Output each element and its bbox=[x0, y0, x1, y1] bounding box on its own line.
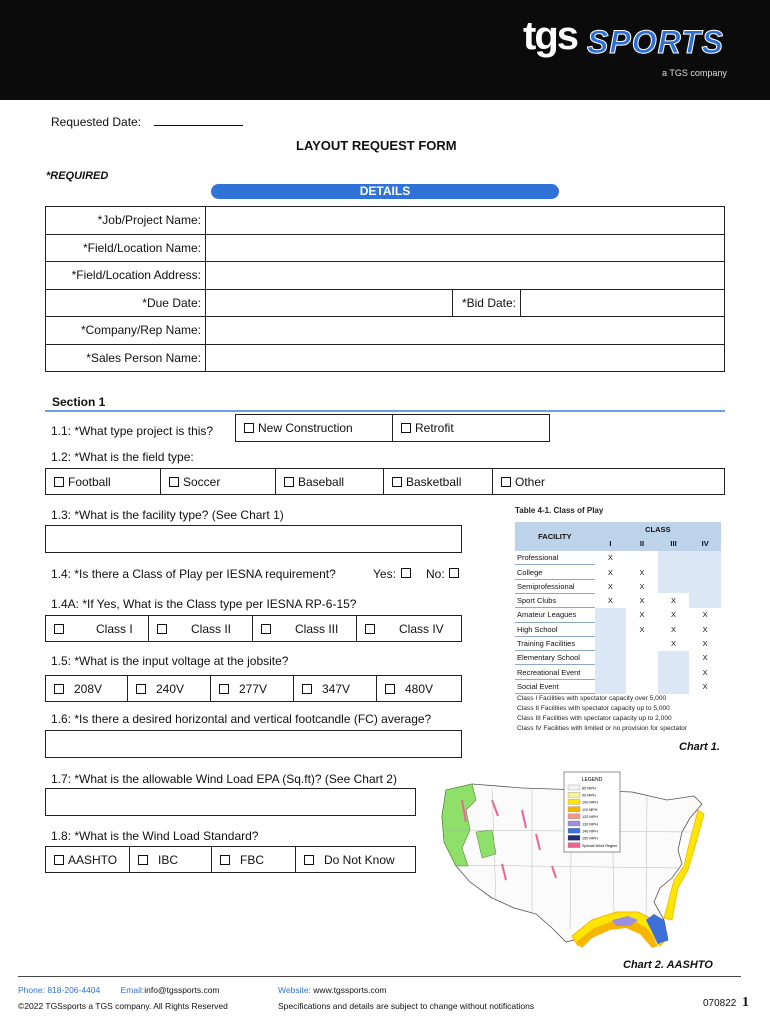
class-mark bbox=[689, 579, 721, 593]
legend-label: 130 MPH bbox=[582, 822, 598, 827]
class-mark: X bbox=[702, 667, 708, 677]
class-table-row bbox=[515, 593, 721, 607]
option-label: FBC bbox=[240, 852, 264, 867]
class-mark bbox=[595, 622, 627, 636]
class-mark bbox=[689, 593, 721, 607]
option-baseball[interactable] bbox=[276, 468, 384, 495]
legend-label: 120 MPH bbox=[582, 815, 598, 820]
class-mark bbox=[595, 665, 627, 679]
option-label: Baseball bbox=[298, 474, 345, 489]
website-label: Website: bbox=[278, 985, 311, 995]
facility-name: Social Event bbox=[515, 679, 595, 693]
chart1-notes bbox=[517, 694, 722, 734]
facility-name: Professional bbox=[515, 551, 595, 565]
no-checkbox[interactable] bbox=[449, 568, 459, 578]
class-mark: X bbox=[671, 639, 677, 649]
option-208v[interactable] bbox=[45, 675, 128, 702]
class-note: Class II Facilities with spectator capacity up to 5,000 bbox=[517, 705, 670, 712]
details-row bbox=[46, 207, 725, 235]
due-date-input[interactable] bbox=[206, 289, 453, 317]
form-title: LAYOUT REQUEST FORM bbox=[296, 138, 457, 153]
q1-5-label: 1.5: *What is the input voltage at the jobsite? bbox=[51, 654, 289, 668]
wind-load-map bbox=[432, 770, 724, 960]
website-link[interactable]: www.tgssports.com bbox=[313, 985, 387, 995]
q1-3-label: 1.3: *What is the facility type? (See Chart 1) bbox=[51, 508, 284, 522]
option-label: Other bbox=[515, 474, 546, 489]
details-header: DETAILS bbox=[211, 184, 559, 199]
bid-date-input[interactable] bbox=[521, 289, 725, 317]
field-label: *Job/Project Name: bbox=[46, 207, 206, 235]
checkbox[interactable] bbox=[136, 684, 146, 694]
option-class-3[interactable] bbox=[253, 615, 357, 642]
bid-date-label: *Bid Date: bbox=[453, 289, 521, 317]
legend-label: 150 MPH bbox=[582, 836, 598, 841]
legend-swatch bbox=[568, 792, 580, 797]
option-label: 277V bbox=[239, 681, 268, 696]
email-label: Email: bbox=[120, 985, 145, 995]
option-277v[interactable] bbox=[211, 675, 294, 702]
checkbox[interactable] bbox=[54, 684, 64, 694]
requested-date-field[interactable] bbox=[154, 112, 243, 126]
legend-swatch bbox=[568, 814, 580, 819]
checkbox[interactable] bbox=[392, 477, 402, 487]
sales-person-name-input[interactable] bbox=[206, 344, 725, 372]
checkbox[interactable] bbox=[261, 624, 271, 634]
checkbox[interactable] bbox=[54, 477, 64, 487]
legend-swatch bbox=[568, 835, 580, 840]
legend-swatch bbox=[568, 843, 580, 848]
class-mark: X bbox=[671, 596, 677, 606]
option-football[interactable] bbox=[45, 468, 161, 495]
q1-4-yes-label: Yes: bbox=[373, 567, 396, 581]
facility-name: Amateur Leagues bbox=[515, 608, 595, 622]
checkbox[interactable] bbox=[220, 855, 230, 865]
class-mark: X bbox=[702, 639, 708, 649]
q1-2-label: 1.2: *What is the field type: bbox=[51, 450, 194, 464]
facility-name: College bbox=[515, 565, 595, 579]
facility-type-input[interactable] bbox=[45, 525, 462, 553]
map-legend bbox=[564, 772, 620, 852]
checkbox[interactable] bbox=[284, 477, 294, 487]
checkbox[interactable] bbox=[385, 684, 395, 694]
field-label: *Field/Location Address: bbox=[46, 262, 206, 290]
class-note: Class IV Facilities with limited or no provision for spectator bbox=[517, 725, 688, 732]
legend-label: 85 MPH bbox=[582, 786, 596, 791]
facility-name: Sport Clubs bbox=[515, 593, 595, 607]
chart1-caption: Chart 1. bbox=[679, 741, 720, 753]
class-mark bbox=[658, 551, 690, 565]
legend-label: 100 MPH bbox=[582, 800, 598, 805]
section-divider bbox=[45, 410, 725, 412]
class-mark bbox=[626, 665, 658, 679]
option-label: IBC bbox=[158, 852, 179, 867]
class-of-play-table bbox=[515, 522, 721, 694]
field-label: *Company/Rep Name: bbox=[46, 317, 206, 345]
class-col-header: IV bbox=[689, 536, 721, 550]
class-mark: X bbox=[702, 681, 708, 691]
class-mark: X bbox=[639, 581, 645, 591]
class-table-row bbox=[515, 565, 721, 579]
class-table-row bbox=[515, 608, 721, 622]
class-table-row bbox=[515, 679, 721, 693]
checkbox[interactable] bbox=[219, 684, 229, 694]
footer-website bbox=[278, 985, 387, 995]
class-mark bbox=[626, 551, 658, 565]
option-new-construction[interactable] bbox=[235, 414, 393, 442]
footer-divider bbox=[18, 976, 741, 977]
requested-date-label: Requested Date: bbox=[51, 115, 142, 129]
class-header: CLASS bbox=[595, 522, 721, 536]
option-class-4[interactable] bbox=[357, 615, 462, 642]
option-label: Class IV bbox=[399, 621, 444, 636]
required-note: *REQUIRED bbox=[46, 170, 109, 182]
checkbox[interactable] bbox=[54, 624, 64, 634]
class-table-row bbox=[515, 579, 721, 593]
q1-4a-label: 1.4A: *If Yes, What is the Class type per IESNA RP-6-15? bbox=[51, 597, 357, 611]
field-label: *Sales Person Name: bbox=[46, 344, 206, 372]
class-note: Class I Facilities with spectator capacity over 5,000 bbox=[517, 695, 667, 702]
email-link[interactable]: info@tgssports.com bbox=[144, 985, 220, 995]
footer-contact bbox=[18, 985, 220, 995]
class-col-header: I bbox=[595, 536, 627, 550]
q1-1-label: 1.1: *What type project is this? bbox=[51, 424, 214, 438]
class-mark bbox=[595, 608, 627, 622]
legend-label: 90 MPH bbox=[582, 793, 596, 798]
class-mark: X bbox=[702, 610, 708, 620]
class-mark bbox=[658, 679, 690, 693]
field-location-name-input[interactable] bbox=[206, 234, 725, 262]
option-basketball[interactable] bbox=[384, 468, 493, 495]
logo-tgs: tgs bbox=[523, 14, 577, 58]
q1-8-options bbox=[45, 846, 416, 873]
yes-checkbox[interactable] bbox=[401, 568, 411, 578]
logo-sports: SPORTS bbox=[587, 24, 724, 60]
facility-name: Semiprofessional bbox=[515, 579, 595, 593]
option-class-1[interactable] bbox=[45, 615, 149, 642]
class-mark: X bbox=[607, 553, 613, 563]
option-label: 347V bbox=[322, 681, 351, 696]
logo-tagline: a TGS company bbox=[662, 68, 727, 78]
header-banner bbox=[0, 0, 770, 100]
option-label: Class I bbox=[96, 621, 133, 636]
chart1-title: Table 4-1. Class of Play bbox=[515, 506, 604, 515]
option-label: 480V bbox=[405, 681, 434, 696]
facility-name: Elementary School bbox=[515, 651, 595, 665]
q1-8-label: 1.8: *What is the Wind Load Standard? bbox=[51, 829, 259, 843]
checkbox[interactable] bbox=[138, 855, 148, 865]
class-mark: X bbox=[607, 581, 613, 591]
option-label: Soccer bbox=[183, 474, 221, 489]
legend-title: LEGEND bbox=[581, 777, 603, 783]
class-mark bbox=[626, 636, 658, 650]
option-347v[interactable] bbox=[294, 675, 377, 702]
facility-name: Recreational Event bbox=[515, 665, 595, 679]
option-label: Do Not Know bbox=[324, 852, 395, 867]
class-table-row bbox=[515, 551, 721, 565]
checkbox[interactable] bbox=[501, 477, 511, 487]
checkbox[interactable] bbox=[244, 423, 254, 433]
class-note: Class III Facilities with spectator capacity up to 2,000 bbox=[517, 715, 672, 722]
option-label: Class III bbox=[295, 621, 339, 636]
option-label: AASHTO bbox=[68, 852, 118, 867]
checkbox[interactable] bbox=[157, 624, 167, 634]
details-row bbox=[46, 317, 725, 345]
q1-4-label: 1.4: *Is there a Class of Play per IESNA requirement? bbox=[51, 567, 336, 581]
details-row bbox=[46, 344, 725, 372]
option-240v[interactable] bbox=[128, 675, 211, 702]
class-table-row bbox=[515, 636, 721, 650]
option-other[interactable] bbox=[493, 468, 725, 495]
details-table bbox=[45, 206, 725, 372]
class-mark bbox=[689, 565, 721, 579]
class-mark bbox=[595, 636, 627, 650]
doc-code: 070822 bbox=[703, 998, 737, 1009]
class-col-header: II bbox=[626, 536, 658, 550]
class-table-row bbox=[515, 622, 721, 636]
option-label: 208V bbox=[74, 681, 103, 696]
legend-label: 140 MPH bbox=[582, 829, 598, 834]
class-mark: X bbox=[607, 596, 613, 606]
class-table-row bbox=[515, 665, 721, 679]
class-mark: X bbox=[607, 567, 613, 577]
class-mark: X bbox=[702, 624, 708, 634]
option-fbc[interactable] bbox=[212, 846, 296, 873]
class-mark bbox=[658, 651, 690, 665]
class-mark bbox=[658, 665, 690, 679]
field-label: *Field/Location Name: bbox=[46, 234, 206, 262]
field-location-address-input[interactable] bbox=[206, 262, 725, 290]
q1-1-options bbox=[235, 414, 550, 442]
checkbox[interactable] bbox=[401, 423, 411, 433]
class-mark: X bbox=[639, 610, 645, 620]
checkbox[interactable] bbox=[365, 624, 375, 634]
wind-load-epa-input[interactable] bbox=[45, 788, 416, 816]
option-label: Class II bbox=[191, 621, 232, 636]
class-mark bbox=[626, 679, 658, 693]
checkbox[interactable] bbox=[54, 855, 64, 865]
class-mark: X bbox=[702, 653, 708, 663]
class-col-header: III bbox=[658, 536, 690, 550]
section1-title: Section 1 bbox=[52, 395, 106, 409]
checkbox[interactable] bbox=[302, 684, 312, 694]
legend-swatch bbox=[568, 821, 580, 826]
page-number: 1 bbox=[742, 995, 749, 1010]
facility-header: FACILITY bbox=[515, 522, 595, 551]
footcandle-input[interactable] bbox=[45, 730, 462, 758]
option-label: New Construction bbox=[258, 421, 353, 435]
class-mark: X bbox=[639, 596, 645, 606]
class-table-row bbox=[515, 651, 721, 665]
job-project-name-input[interactable] bbox=[206, 207, 725, 235]
checkbox[interactable] bbox=[169, 477, 179, 487]
q1-4-no-label: No: bbox=[426, 567, 445, 581]
legend-label: Special Wind Region bbox=[582, 843, 618, 848]
class-mark: X bbox=[671, 624, 677, 634]
phone-number[interactable]: 818-206-4404 bbox=[47, 985, 101, 995]
details-row bbox=[46, 289, 725, 317]
option-soccer[interactable] bbox=[161, 468, 276, 495]
option-label: 240V bbox=[156, 681, 185, 696]
legend-swatch bbox=[568, 799, 580, 804]
company-rep-name-input[interactable] bbox=[206, 317, 725, 345]
phone-label: Phone: bbox=[18, 985, 45, 995]
option-retrofit[interactable] bbox=[393, 414, 550, 442]
q1-5-options bbox=[45, 675, 462, 702]
legend-swatch bbox=[568, 807, 580, 812]
field-label: *Due Date: bbox=[46, 289, 206, 317]
details-row bbox=[46, 234, 725, 262]
class-mark bbox=[626, 651, 658, 665]
option-aashto[interactable] bbox=[45, 846, 130, 873]
q1-2-options bbox=[45, 468, 725, 495]
chart2-caption: Chart 2. AASHTO bbox=[623, 959, 713, 971]
class-mark: X bbox=[671, 610, 677, 620]
q1-6-label: 1.6: *Is there a desired horizontal and vertical footcandle (FC) average? bbox=[51, 712, 432, 726]
class-mark: X bbox=[639, 624, 645, 634]
option-class-2[interactable] bbox=[149, 615, 253, 642]
class-mark bbox=[595, 679, 627, 693]
option-do-not-know[interactable] bbox=[296, 846, 416, 873]
option-480v[interactable] bbox=[377, 675, 462, 702]
facility-name: High School bbox=[515, 622, 595, 636]
option-label: Retrofit bbox=[415, 421, 454, 435]
option-ibc[interactable] bbox=[130, 846, 212, 873]
copyright: ©2022 TGSsports a TGS company. All Rights Reserved bbox=[18, 1001, 228, 1011]
details-row bbox=[46, 262, 725, 290]
q1-4a-options bbox=[45, 615, 462, 642]
facility-name: Training Facilities bbox=[515, 636, 595, 650]
option-label: Football bbox=[68, 474, 111, 489]
q1-7-label: 1.7: *What is the allowable Wind Load EPA (Sq.ft)? (See Chart 2) bbox=[51, 772, 397, 786]
class-mark bbox=[658, 565, 690, 579]
class-mark bbox=[689, 551, 721, 565]
option-label: Basketball bbox=[406, 474, 462, 489]
class-mark bbox=[658, 579, 690, 593]
legend-swatch bbox=[568, 828, 580, 833]
class-mark: X bbox=[639, 567, 645, 577]
checkbox[interactable] bbox=[304, 855, 314, 865]
disclaimer: Specifications and details are subject to change without notifications bbox=[278, 1001, 535, 1011]
legend-label: 110 MPH bbox=[582, 807, 598, 812]
class-mark bbox=[595, 651, 627, 665]
legend-swatch bbox=[568, 785, 580, 790]
